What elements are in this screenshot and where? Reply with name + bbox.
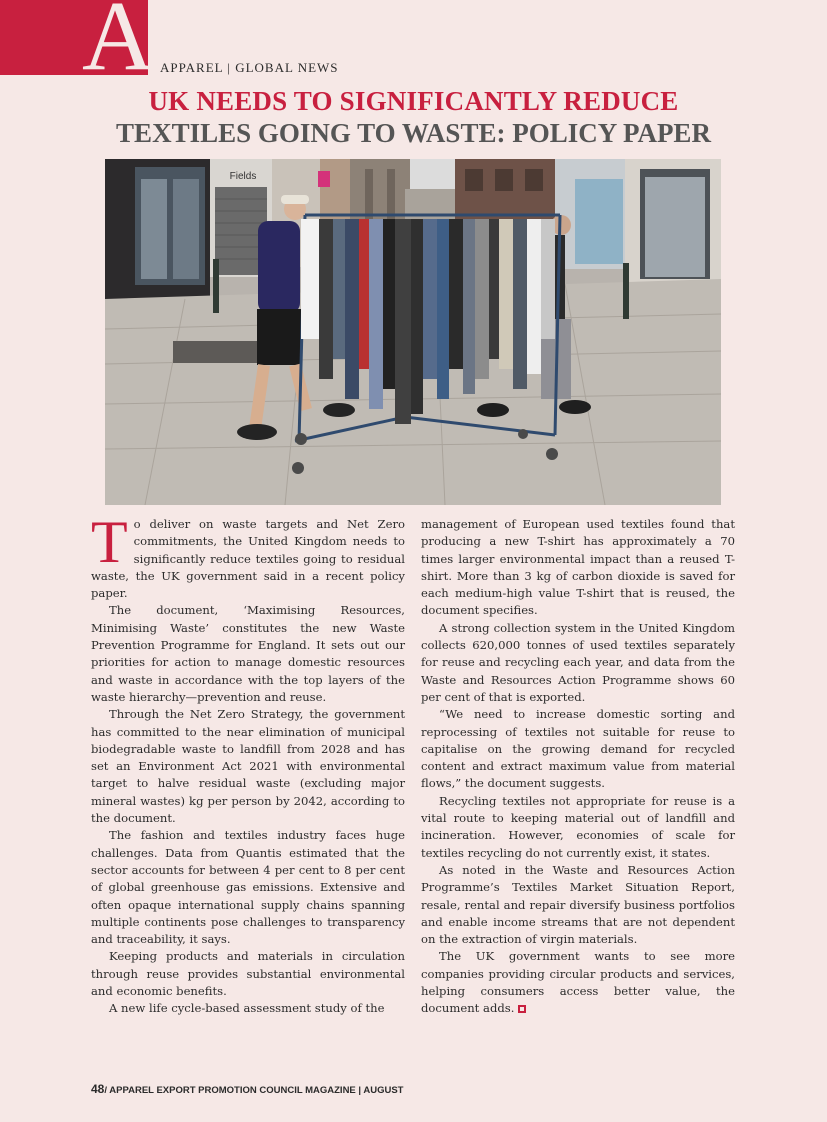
article-paragraph: management of European used textiles found that producing a new T-shirt has approximately a 70 times larger environmental impact than a reused T-shirt. More than 3 kg of carbon dioxide is saved for each medium-high value T-shirt that is reused, the document specifies.: [421, 517, 735, 618]
section-label: APPAREL | GLOBAL NEWS: [160, 60, 339, 75]
article-photo: [105, 159, 721, 505]
article-paragraph: The fashion and textiles industry faces huge challenges. Data from Quantis estimated that the sector accounts for between 4 per cent to 8 per cent of global greenhouse gas emissions. Extensive and often opaque international supply chains spanning multiple continents pose challenges to transparency and traceability, it says.: [91, 828, 405, 947]
article-paragraph: A strong collection system in the United Kingdom collects 620,000 tonnes of used textiles separately for reuse and recycling each year, and data from the Waste and Resources Action Programme shows 60 per cent of that is exported.: [421, 620, 735, 704]
page-footer: [91, 1082, 403, 1096]
headline-line-1: UK NEEDS TO SIGNIFICANTLY REDUCE: [148, 86, 679, 116]
article-paragraph: Keeping products and materials in circulation through reuse provides substantial environmental and economic benefits.: [91, 949, 405, 999]
headline-line-2: TEXTILES GOING TO WASTE: POLICY PAPER: [116, 118, 711, 148]
article-paragraph: “We need to increase domestic sorting and reprocessing of textiles not suitable for reuse to capitalise on the growing demand for recycled content and extract maximum value from material flows,” the document suggests.: [421, 707, 735, 791]
publication-name: / APPAREL EXPORT PROMOTION COUNCIL MAGAZINE | AUGUST: [104, 1085, 404, 1096]
article-paragraph: As noted in the Waste and Resources Action Programme’s Textiles Market Situation Report, resale, rental and repair diversify business portfolios and enable income streams that are not dependent on the extraction of virgin materials.: [421, 862, 735, 947]
article-paragraph-last: [421, 948, 735, 1017]
article-paragraph-1: [91, 509, 405, 602]
article-paragraph: Through the Net Zero Strategy, the government has committed to the near elimination of municipal biodegradable waste to landfill from 2028 and has set an Environment Act 2021 with environmental target to halve residual waste (excluding major mineral wastes) kg per person by 2042, according to the document.: [91, 707, 405, 826]
article-paragraph: The document, ‘Maximising Resources, Minimising Waste’ constitutes the new Waste Prevention Programme for England. It sets out our priorities for action to manage domestic resources and waste in accordance with the top layers of the waste hierarchy—prevention and reuse.: [91, 603, 405, 704]
drop-cap: T: [91, 509, 128, 575]
article-paragraph-last-text: The UK government wants to see more companies providing circular products and services, helping consumers access better value, the document adds.: [421, 949, 735, 1016]
end-of-article-icon: [518, 1005, 526, 1013]
store-sign-text: Fields: [229, 171, 257, 182]
article-paragraph: A new life cycle-based assessment study of the: [109, 1001, 385, 1016]
article-column-right: [421, 516, 735, 1018]
section-corner-letter: A: [82, 0, 155, 91]
article-paragraph-1-text: o deliver on waste targets and Net Zero commitments, the United Kingdom needs to significantly reduce textiles going to residual waste, the UK government said in a recent policy paper.: [91, 517, 405, 601]
article-column-left: [91, 509, 405, 1018]
article-paragraph: Recycling textiles not appropriate for reuse is a vital route to keeping material out of landfill and incineration. However, economies of scale for textiles recycling do not currently exist, it states.: [421, 793, 735, 860]
page-number: 48: [91, 1082, 105, 1096]
